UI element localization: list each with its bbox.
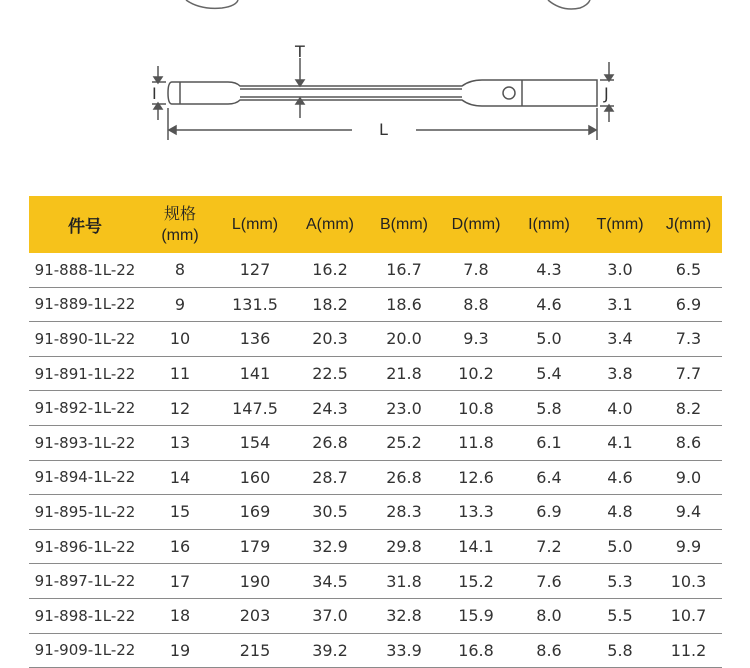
cell-b: 18.6 [369,287,439,322]
cell-b: 25.2 [369,425,439,460]
table-body [29,253,722,668]
cell-part-no: 91-890-1L-22 [29,322,141,357]
cell-b: 33.9 [369,633,439,668]
header-l: L(mm) [219,196,291,253]
cell-a: 26.8 [291,425,369,460]
cell-d: 9.3 [439,322,513,357]
cell-d: 13.3 [439,495,513,530]
cell-a: 28.7 [291,460,369,495]
cell-i: 6.1 [513,425,585,460]
cell-t: 5.8 [585,633,655,668]
cell-part-no: 91-898-1L-22 [29,598,141,633]
cell-i: 8.0 [513,598,585,633]
header-b: B(mm) [369,196,439,253]
cell-j: 7.7 [655,356,722,391]
cell-j: 10.7 [655,598,722,633]
cell-j: 6.9 [655,287,722,322]
cell-size: 14 [141,460,219,495]
cell-b: 28.3 [369,495,439,530]
cell-t: 5.3 [585,564,655,599]
table-row [29,495,722,530]
header-size [141,196,219,253]
cell-a: 30.5 [291,495,369,530]
cell-i: 6.4 [513,460,585,495]
cell-l: 160 [219,460,291,495]
wrench-outline [168,80,597,106]
cell-part-no: 91-896-1L-22 [29,529,141,564]
table-row [29,391,722,426]
cell-i: 5.0 [513,322,585,357]
cell-b: 31.8 [369,564,439,599]
cell-j: 8.2 [655,391,722,426]
cell-part-no: 91-895-1L-22 [29,495,141,530]
cell-j: 11.2 [655,633,722,668]
cell-t: 3.4 [585,322,655,357]
cell-j: 7.3 [655,322,722,357]
cell-t: 5.0 [585,529,655,564]
cell-d: 16.8 [439,633,513,668]
wrench-dimension-diagram [0,0,750,196]
cell-j: 9.0 [655,460,722,495]
cell-d: 12.6 [439,460,513,495]
cell-t: 4.6 [585,460,655,495]
cell-part-no: 91-889-1L-22 [29,287,141,322]
table-header-row [29,196,722,253]
table-row [29,253,722,287]
cell-i: 6.9 [513,495,585,530]
cell-i: 5.8 [513,391,585,426]
top-crop-shape-left [186,0,238,8]
cell-i: 8.6 [513,633,585,668]
cell-size: 9 [141,287,219,322]
cell-l: 147.5 [219,391,291,426]
spec-table [29,196,722,668]
cell-d: 15.2 [439,564,513,599]
table-row [29,425,722,460]
cell-part-no: 91-891-1L-22 [29,356,141,391]
cell-i: 5.4 [513,356,585,391]
header-j: J(mm) [655,196,722,253]
cell-size: 13 [141,425,219,460]
table-row [29,564,722,599]
t-label: T [295,42,305,61]
cell-l: 141 [219,356,291,391]
cell-d: 15.9 [439,598,513,633]
table-row [29,287,722,322]
cell-l: 127 [219,253,291,287]
cell-size: 11 [141,356,219,391]
cell-size: 12 [141,391,219,426]
cell-b: 21.8 [369,356,439,391]
cell-a: 34.5 [291,564,369,599]
cell-i: 7.6 [513,564,585,599]
wrench-drawing [0,0,750,196]
header-d: D(mm) [439,196,513,253]
table-row [29,356,722,391]
cell-a: 39.2 [291,633,369,668]
table-row [29,460,722,495]
cell-size: 18 [141,598,219,633]
cell-a: 32.9 [291,529,369,564]
cell-l: 131.5 [219,287,291,322]
cell-part-no: 91-892-1L-22 [29,391,141,426]
table-row [29,529,722,564]
cell-a: 22.5 [291,356,369,391]
cell-b: 16.7 [369,253,439,287]
t-dimension [296,58,304,118]
cell-b: 23.0 [369,391,439,426]
cell-j: 9.4 [655,495,722,530]
header-size-text: 规格 (mm) [161,205,199,244]
cell-size: 8 [141,253,219,287]
cell-size: 17 [141,564,219,599]
cell-part-no: 91-897-1L-22 [29,564,141,599]
cell-a: 16.2 [291,253,369,287]
cell-b: 29.8 [369,529,439,564]
cell-part-no: 91-909-1L-22 [29,633,141,668]
j-label: J [604,84,609,103]
cell-size: 16 [141,529,219,564]
cell-a: 24.3 [291,391,369,426]
cell-l: 169 [219,495,291,530]
cell-j: 8.6 [655,425,722,460]
cell-part-no: 91-894-1L-22 [29,460,141,495]
cell-size: 19 [141,633,219,668]
cell-d: 8.8 [439,287,513,322]
header-part-no: 件号 [29,196,141,253]
cell-t: 3.1 [585,287,655,322]
cell-t: 3.8 [585,356,655,391]
cell-part-no: 91-888-1L-22 [29,253,141,287]
header-t: T(mm) [585,196,655,253]
cell-b: 26.8 [369,460,439,495]
cell-a: 18.2 [291,287,369,322]
cell-j: 10.3 [655,564,722,599]
cell-l: 179 [219,529,291,564]
cell-l: 215 [219,633,291,668]
cell-t: 4.8 [585,495,655,530]
table-row [29,322,722,357]
cell-part-no: 91-893-1L-22 [29,425,141,460]
cell-d: 14.1 [439,529,513,564]
cell-l: 154 [219,425,291,460]
cell-j: 9.9 [655,529,722,564]
table-row [29,633,722,668]
cell-l: 136 [219,322,291,357]
table-row [29,598,722,633]
cell-t: 3.0 [585,253,655,287]
l-label: L [379,120,388,139]
header-i: I(mm) [513,196,585,253]
cell-t: 4.1 [585,425,655,460]
cell-d: 7.8 [439,253,513,287]
cell-d: 10.2 [439,356,513,391]
cell-b: 32.8 [369,598,439,633]
cell-d: 11.8 [439,425,513,460]
top-crop-shape-right [548,0,590,9]
header-a: A(mm) [291,196,369,253]
i-label: I [152,84,157,103]
cell-d: 10.8 [439,391,513,426]
cell-a: 20.3 [291,322,369,357]
cell-t: 4.0 [585,391,655,426]
cell-l: 203 [219,598,291,633]
cell-a: 37.0 [291,598,369,633]
cell-j: 6.5 [655,253,722,287]
cell-b: 20.0 [369,322,439,357]
cell-i: 4.6 [513,287,585,322]
cell-i: 7.2 [513,529,585,564]
cell-size: 10 [141,322,219,357]
cell-size: 15 [141,495,219,530]
cell-i: 4.3 [513,253,585,287]
cell-l: 190 [219,564,291,599]
cell-t: 5.5 [585,598,655,633]
